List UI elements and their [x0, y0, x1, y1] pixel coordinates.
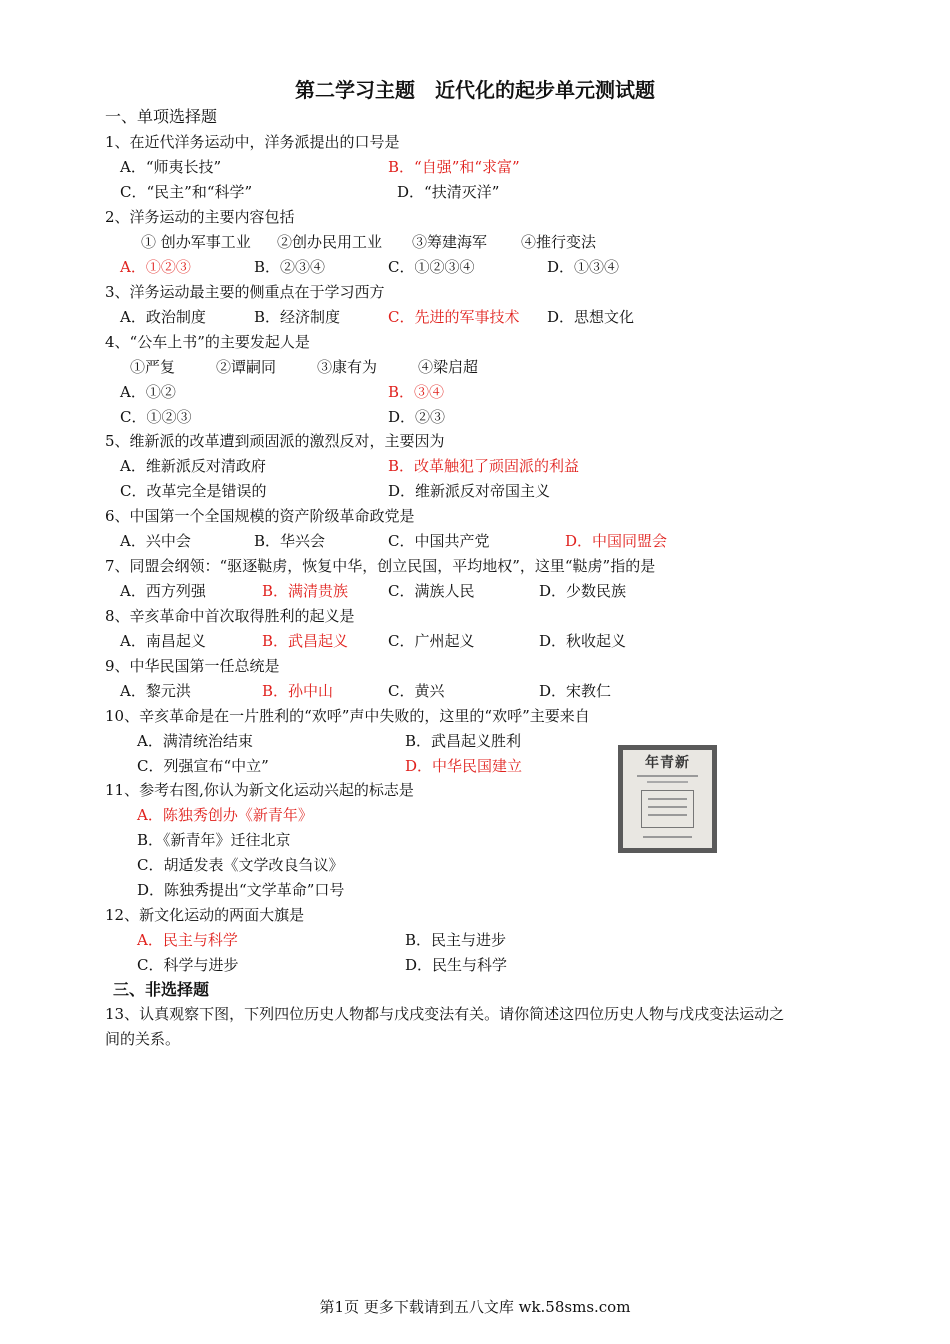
q2-item-2: ②创办民用工业 — [277, 233, 383, 251]
question-13-line-2: 间的关系。 — [105, 1030, 181, 1048]
q10-option-c: C．列强宣布“中立” — [137, 757, 269, 775]
section-heading-choice: 一、单项选择题 — [105, 107, 218, 126]
q7-option-c: C．满族人民 — [388, 582, 475, 600]
q1-option-d: D．“扶清灭洋” — [397, 183, 500, 201]
q3-option-c: C．先进的军事技术 — [388, 308, 520, 326]
question-1-stem: 1、在近代洋务运动中，洋务派提出的口号是 — [105, 133, 400, 151]
q11-option-c: C．胡适发表《文学改良刍议》 — [137, 856, 344, 874]
q11-option-b: B．《新青年》迁往北京 — [137, 831, 291, 849]
q4-item-3: ③康有为 — [317, 358, 378, 376]
page-footer: 第1页 更多下载请到五八文库 wk.58sms.com — [319, 1298, 631, 1316]
q8-option-a: A．南昌起义 — [120, 632, 206, 650]
q12-option-b: B．民主与进步 — [405, 931, 507, 949]
q9-option-c: C．黄兴 — [388, 682, 445, 700]
q12-option-d: D．民生与科学 — [405, 956, 508, 974]
cover-masthead: 年青新 — [645, 755, 690, 771]
question-5-stem: 5、维新派的改革遭到顽固派的激烈反对，主要因为 — [105, 432, 445, 450]
q10-option-b: B．武昌起义胜利 — [405, 732, 522, 750]
question-7-stem: 7、同盟会纲领：“驱逐鞑虏，恢复中华，创立民国，平均地权”，这里“鞑虏”指的是 — [105, 557, 656, 575]
question-4-stem: 4、“公车上书”的主要发起人是 — [105, 333, 310, 351]
question-9-stem: 9、中华民国第一任总统是 — [105, 657, 280, 675]
q6-option-d: D．中国同盟会 — [565, 532, 668, 550]
q3-option-b: B．经济制度 — [254, 308, 341, 326]
q4-option-c: C．①②③ — [120, 408, 192, 426]
q4-item-1: ①严复 — [130, 358, 176, 376]
page-title: 第二学习主题 近代化的起步单元测试题 — [295, 78, 655, 102]
q9-option-a: A．黎元洪 — [120, 682, 191, 700]
q5-option-d: D．维新派反对帝国主义 — [388, 482, 551, 500]
q9-option-d: D．宋教仁 — [539, 682, 612, 700]
question-2-stem: 2、洋务运动的主要内容包括 — [105, 208, 295, 226]
question-3-stem: 3、洋务运动最主要的侧重点在于学习西方 — [105, 283, 385, 301]
q5-option-a: A．维新派反对清政府 — [120, 457, 266, 475]
question-10-stem: 10、辛亥革命是在一片胜利的“欢呼”声中失败的，这里的“欢呼”主要来自 — [105, 707, 590, 725]
q8-option-d: D．秋收起义 — [539, 632, 627, 650]
question-6-stem: 6、中国第一个全国规模的资产阶级革命政党是 — [105, 507, 415, 525]
q4-item-2: ②谭嗣同 — [216, 358, 277, 376]
q2-option-c: C．①②③④ — [388, 258, 475, 276]
q7-option-b: B．满清贵族 — [262, 582, 349, 600]
q4-option-d: D．②③ — [388, 408, 446, 426]
q3-option-a: A．政治制度 — [120, 308, 206, 326]
q1-option-b: B．“自强”和“求富” — [388, 158, 520, 176]
q5-option-c: C．改革完全是错误的 — [120, 482, 267, 500]
q6-option-c: C．中国共产党 — [388, 532, 490, 550]
q4-option-a: A．①② — [120, 383, 176, 401]
q2-item-3: ③筹建海军 — [412, 233, 488, 251]
q2-option-d: D．①③④ — [547, 258, 620, 276]
q7-option-a: A．西方列强 — [120, 582, 206, 600]
question-13-line-1: 13、认真观察下图，下列四位历史人物都与戊戌变法有关。请你简述这四位历史人物与戊戌变法运动之 — [105, 1005, 785, 1023]
q9-option-b: B．孙中山 — [262, 682, 334, 700]
q6-option-a: A．兴中会 — [120, 532, 191, 550]
q2-item-1: ① 创办军事工业 — [141, 233, 251, 251]
q2-option-a: A．①②③ — [120, 258, 191, 276]
q12-option-a: A．民主与科学 — [137, 931, 238, 949]
q11-option-a: A．陈独秀创办《新青年》 — [137, 806, 313, 824]
question-8-stem: 8、辛亥革命中首次取得胜利的起义是 — [105, 607, 355, 625]
q12-option-c: C．科学与进步 — [137, 956, 239, 974]
q2-option-b: B．②③④ — [254, 258, 326, 276]
question-11-stem: 11、参考右图,你认为新文化运动兴起的标志是 — [105, 781, 414, 799]
q8-option-c: C．广州起义 — [388, 632, 475, 650]
q8-option-b: B．武昌起义 — [262, 632, 349, 650]
q10-option-d: D．中华民国建立 — [405, 757, 523, 775]
q4-item-4: ④梁启超 — [418, 358, 479, 376]
section-heading-nonchoice: 三、非选择题 — [113, 980, 210, 999]
new-youth-cover-image — [618, 745, 717, 853]
q1-option-a: A．“师夷长技” — [120, 158, 222, 176]
q7-option-d: D．少数民族 — [539, 582, 627, 600]
q3-option-d: D．思想文化 — [547, 308, 635, 326]
q11-option-d: D．陈独秀提出“文学革命”口号 — [137, 881, 345, 899]
question-12-stem: 12、新文化运动的两面大旗是 — [105, 906, 305, 924]
q1-option-c: C．“民主”和“科学” — [120, 183, 253, 201]
q10-option-a: A．满清统治结束 — [137, 732, 253, 750]
q4-option-b: B．③④ — [388, 383, 445, 401]
q5-option-b: B．改革触犯了顽固派的利益 — [388, 457, 580, 475]
q6-option-b: B．华兴会 — [254, 532, 326, 550]
q2-item-4: ④推行变法 — [521, 233, 597, 251]
